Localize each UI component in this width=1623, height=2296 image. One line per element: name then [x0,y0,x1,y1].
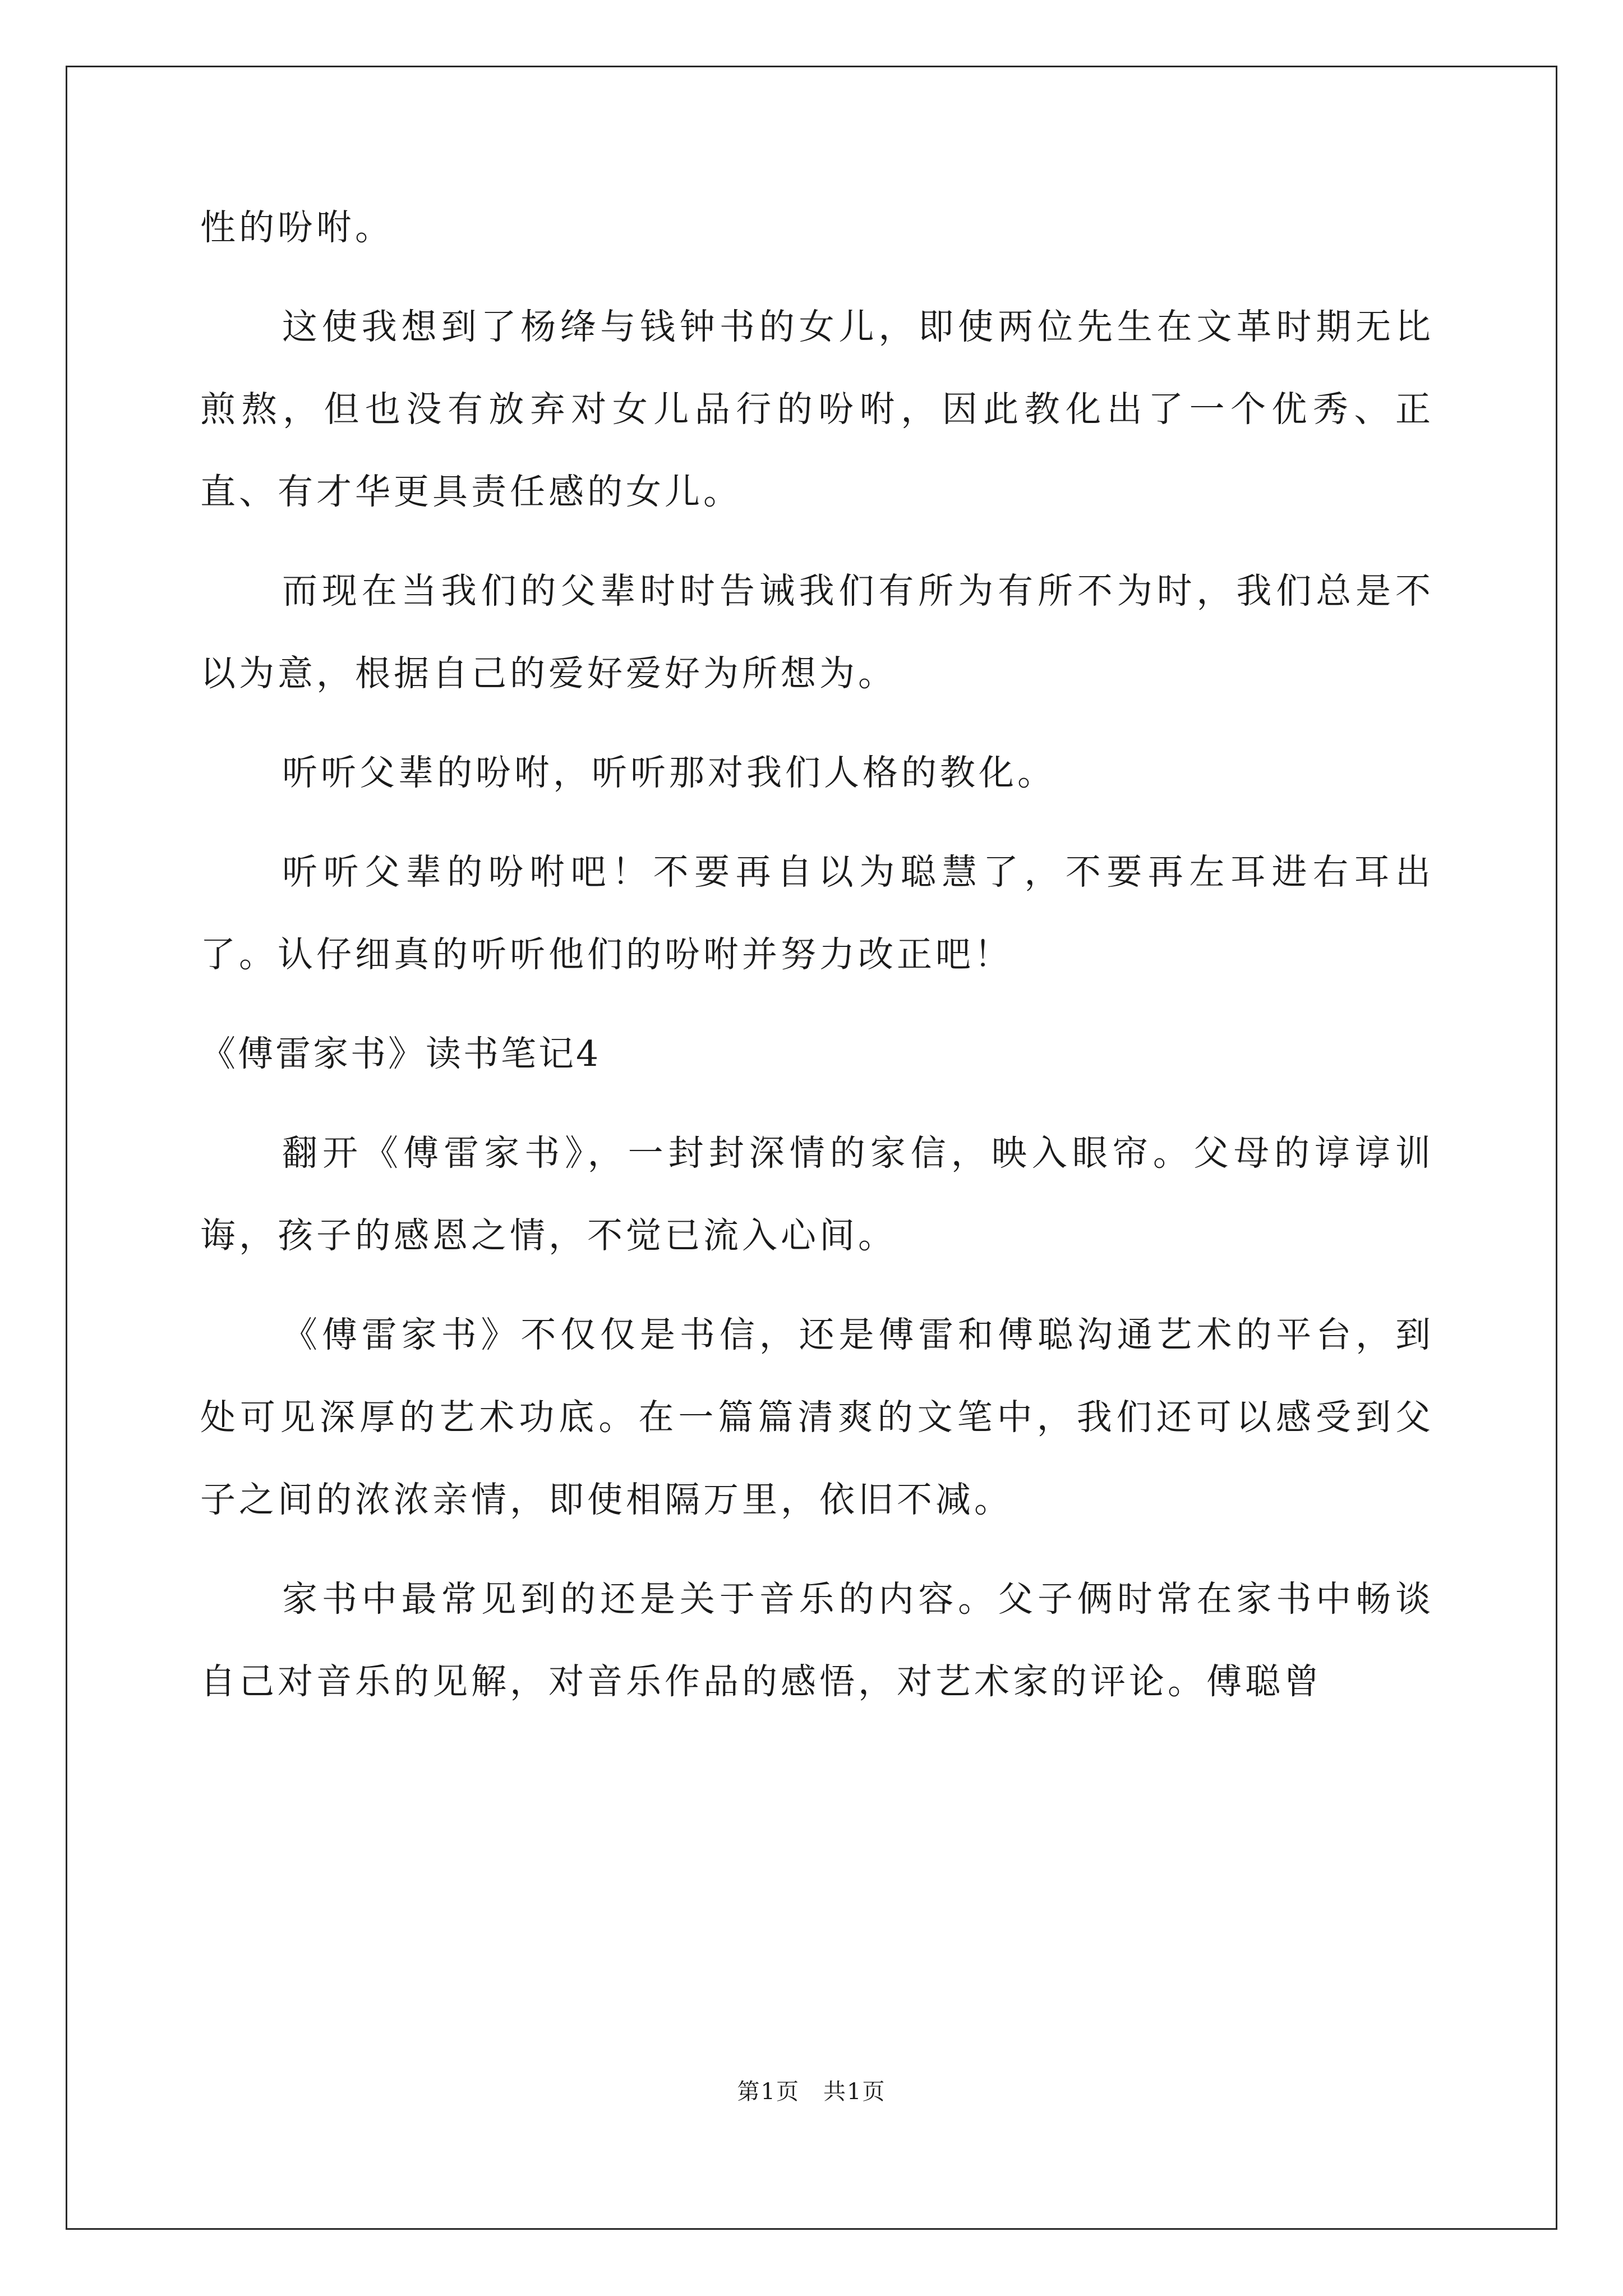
paragraph-4: 听听父辈的吩咐，听听那对我们人格的教化。 [282,752,1056,793]
paragraph-1: 性的吩咐。 [200,207,394,248]
section-heading: 《傅雷家书》读书笔记4 [200,1033,601,1074]
document-body [200,186,1434,1740]
paragraph-8: 家书中最常见到的还是关于音乐的内容。父子俩时常在家书中畅谈自己对音乐的见解，对音乐作品的感悟，对艺术家的评论。傅聪曾 [200,1579,1434,1702]
paragraph-6: 翻开《傅雷家书》，一封封深情的家信，映入眼帘。父母的谆谆训诲，孩子的感恩之情，不觉已流入心间。 [200,1133,1434,1256]
paragraph-7: 《傅雷家书》不仅仅是书信，还是傅雷和傅聪沟通艺术的平台，到处可见深厚的艺术功底。在一篇篇清爽的文笔中，我们还可以感受到父子之间的浓浓亲情，即使相隔万里，依旧不减。 [200,1314,1434,1520]
paragraph-5: 听听父辈的吩咐吧！不要再自以为聪慧了，不要再左耳进右耳出了。认仔细真的听听他们的吩咐并努力改正吧！ [200,852,1434,975]
page-number-footer: 第1页 共1页 [737,2079,886,2105]
paragraph-3: 而现在当我们的父辈时时告诫我们有所为有所不为时，我们总是不以为意，根据自己的爱好爱好为所想为。 [200,570,1434,694]
paragraph-2: 这使我想到了杨绛与钱钟书的女儿，即使两位先生在文革时期无比煎熬，但也没有放弃对女儿品行的吩咐，因此教化出了一个优秀、正直、有才华更具责任感的女儿。 [200,306,1434,512]
